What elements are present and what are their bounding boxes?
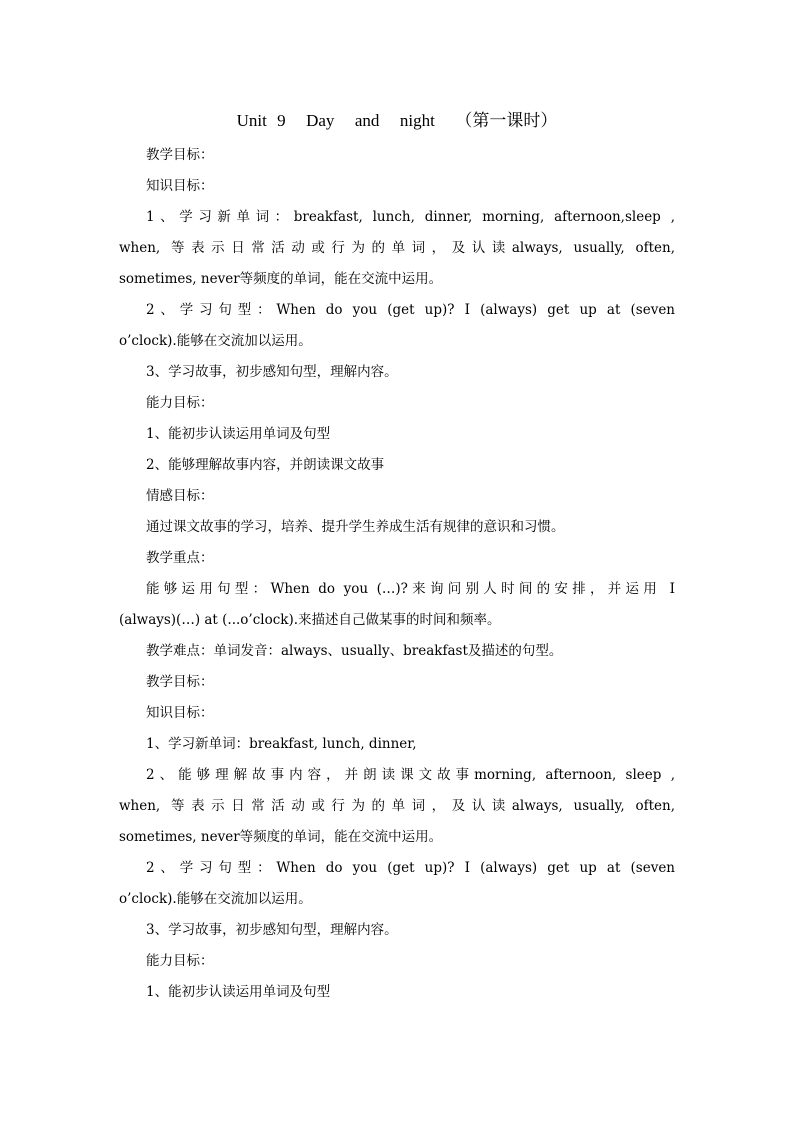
page-title: Unit 9 Day and night （第一课时） [236,111,558,130]
heading-teaching-goals: 教学目标： [146,674,214,690]
paragraph-line: o’clock).能够在交流加以运用。 [119,333,312,349]
paragraph-line: when, 等表示日常活动或行为的单词，及认读always, usually, often, [119,798,675,814]
paragraph-line: 教学难点：单词发音：always、usually、breakfast及描述的句型。 [146,643,563,659]
heading-ability-goals: 能力目标： [146,395,214,411]
paragraph-line: 1、能初步认读运用单词及句型 [146,984,331,1000]
paragraph-line: 2、能够理解故事内容，并朗读课文故事morning, afternoon, sleep , [146,767,675,783]
heading-emotional-goals: 情感目标： [146,488,214,504]
paragraph-line: 3、学习故事，初步感知句型，理解内容。 [146,364,398,380]
heading-knowledge-goals: 知识目标： [146,705,214,721]
paragraph-line: 通过课文故事的学习，培养、提升学生养成生活有规律的意识和习惯。 [146,519,565,535]
paragraph-line: 2、能够理解故事内容，并朗读课文故事 [146,457,385,473]
paragraph-line: 3、学习故事，初步感知句型，理解内容。 [146,922,398,938]
paragraph-line: 2、学习句型：When do you (get up)? I (always) get up at (seven [146,302,675,318]
paragraph-line: 1、能初步认读运用单词及句型 [146,426,331,442]
paragraph-line: 1、学习新单词：breakfast, lunch, dinner, morning, afternoon,sleep , [146,209,675,225]
heading-key-points: 教学重点： [146,550,214,566]
document-body [119,140,675,1008]
paragraph-line: (always)(…) at (...o’clock).来描述自己做某事的时间和频率。 [119,612,501,628]
paragraph-line: sometimes, never等频度的单词，能在交流中运用。 [119,829,443,845]
paragraph-line: when, 等表示日常活动或行为的单词，及认读always, usually, often, [119,240,675,256]
heading-ability-goals: 能力目标： [146,953,214,969]
paragraph-line: 能够运用句型：When do you (…)?来询问别人时间的安排，并运用 I [146,581,675,597]
heading-knowledge-goals: 知识目标： [146,178,214,194]
paragraph-line: 2、学习句型：When do you (get up)? I (always) get up at (seven [146,860,675,876]
heading-teaching-goals: 教学目标： [146,147,214,163]
paragraph-line: sometimes, never等频度的单词，能在交流中运用。 [119,271,443,287]
paragraph-line: 1、学习新单词：breakfast, lunch, dinner, [146,736,417,752]
paragraph-line: o’clock).能够在交流加以运用。 [119,891,312,907]
